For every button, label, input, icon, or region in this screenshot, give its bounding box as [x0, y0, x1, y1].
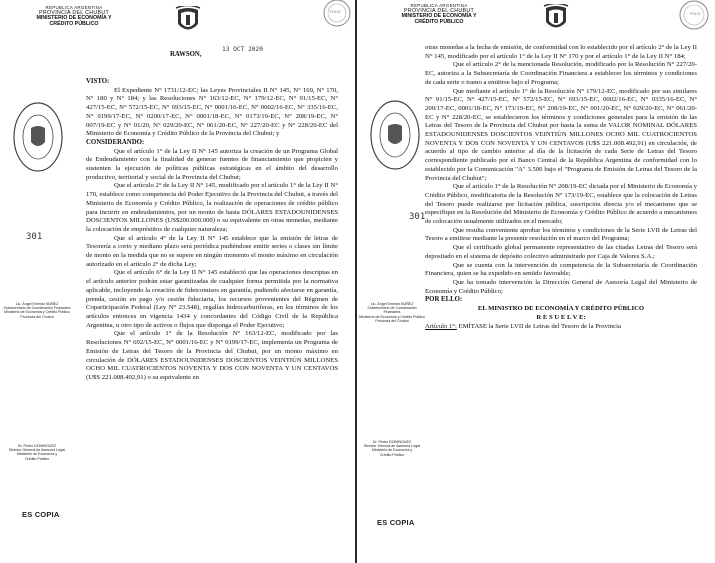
paragraph: Que el artículo 1° de la Ley II N° 145 autoriza la creación de un Programa Global de Endeudamiento con la finalidad de generar fuentes de financiamiento que propicien y sustenten la ejecución de políticas públicas estratégicas en el ámbito del desarrollo productivo, territorial y social de la Provincia del Chubut; — [86, 147, 338, 181]
considerando-heading: CONSIDERANDO: — [86, 138, 145, 146]
paragraph: Que el artículo 6° de la Ley II N° 145 estableció que las operaciones descriptas en el artículo anterior podrán estar garantizadas de cualquier forma permitida por la normativa aplicable, incluyendo la creación de fideicomisos en garantía, pudiendo afectarse en garantía, prenda, cesión en pago y/o cesión fiduciaria, los recursos provenientes del Régimen de Coparticipación Federal (Ley N° 23.548), regalías hidrocarburíferas, en los términos de los artículos entonces en vigencia 1434 y concordantes del Código Civil de la República Argentina, u otro tipo de activos o flujos que disponga el Poder Ejecutivo; — [86, 269, 338, 329]
signature-org: Ministerio de Economía y — [371, 448, 413, 453]
place-label: RAWSON, — [170, 51, 202, 58]
articulo-label: Artículo 1°: — [425, 322, 457, 330]
paragraph: Que ha tomado intervención la Dirección General de Asesoría Legal del Ministerio de Economía y Crédito Público; — [425, 278, 697, 295]
folio-stamp-icon — [670, 0, 714, 34]
signature-name: Lic. Ángel Ernesto NUÑEZ — [370, 302, 414, 306]
signature-block-top — [2, 302, 72, 319]
signature-block-bottom — [2, 444, 72, 461]
document-page-left — [0, 0, 355, 563]
letterhead-line-2: PROVINCIA DEL CHUBUT — [39, 9, 109, 16]
letterhead-line-1: REPUBLICA ARGENTINA — [410, 3, 468, 8]
paragraph: Que mediante el artículo 1° de la Resolución N° 179/12-EC, modificado por sus similares N° 91/15-EC, N° 427/15-EC, N° 572/15-EC, N° 693/15-EC, 0002/16-EC, N° 0335/16-EC, N° 200/17-EC, 0001/18-EC, N° 173/19-EC, N° 208/19-EC, N° 001/20-EC, N° 029/20-EC, N° 061/20-EC y N° 228/20-EC, se establecieron los términos y condiciones generales para la emisión de las Letras del Tesoro de la Provincia del Chubut por hasta la suma de VALOR NOMINAL DÓLARES ESTADOUNIDENSES DOSCIENTOS VEINTIÚN MILLONES OCHO MIL CUATROCIENTOS NOVENTA Y DOS CON NOVENTA Y UN CENTAVOS (U$S 221.008.492,91) en circulación, de acuerdo al tipo de cambio anterior al día de la licitación de cada Serie de Letras del Tesoro correspondiente publicado por el Banco Central de la República Argentina de conformidad con lo establecido por la Comunicación "A" 3.500 bajo el "Programa de Emisión de Letras del Tesoro de la Provincia del Chubut"; — [425, 87, 697, 182]
signature-block-top — [359, 302, 425, 323]
signature-org: Ministerio de Economía y Crédito Público — [4, 310, 70, 315]
signature-title: Subsecretario de Coordinación Financiera — [3, 306, 71, 311]
signature-title: Subsecretario de Coordinación Financiera — [367, 306, 417, 315]
letterhead — [0, 6, 148, 27]
visto-text: El Expediente N° 1731/12-EC; las Leyes Provinciales II N° 145, N° 169, N° 170, N° 180 y N° 184; y las Resoluciones N° 163/12-EC, N° 179/12-EC, N° 91/15-EC, N° 427/15-EC, N° 572/15-EC, N° 693/15-EC, N° 0001/16-EC, N° 0002/16-EC, N° 335/16-EC, N° 0199/17-EC, N° 0200/17-EC, N° 0001/18-EC, N° 0173/19-EC, N° 208/19-EC, N° 007/19-EC y N° 01/20, N° 029/20-EC, N° 061/20-EC, N° 227/20-EC y N° 228/20-EC del Ministerio de Economía y Crédito Público de la Provincia del Chubut; y — [86, 86, 338, 138]
letterhead — [369, 4, 509, 25]
provincial-crest-icon — [174, 6, 202, 36]
left-body — [86, 78, 338, 383]
signature-block-bottom — [359, 440, 425, 457]
paragraph: Que el certificado global permanente representativo de las citadas Letras del Tesoro será depositado en el sistema de depósito colectivo administrado por Caja de Valores S.A.; — [425, 244, 697, 260]
visto-heading: VISTO: — [86, 78, 110, 85]
paragraph: Que el artículo 4° de la Ley II N° 145 establece que la emisión de letras de Tesorería a corto y mediano plazo será periódica pudiéndose emitir series o clases sin límite de monto en la medida que no se supere en ningún momento el monto máximo en circulación autorizado en el artículo 2° de dicha Ley; — [86, 234, 338, 268]
letterhead-line-1: REPUBLICA ARGENTINA — [45, 5, 103, 10]
signature-org: Ministerio de Economía y — [16, 452, 58, 457]
paragraph: Que se cuenta con la intervención de competencia de la Subsecretaría de Coordinación Financiera, quien se ha expedido en sentido favorable; — [425, 261, 697, 278]
signature-name: Dr. Pedro DOMINGUEZ — [17, 444, 57, 448]
paragraph: Que el artículo 2° de la mencionada Resolución, modificado por la Resolución N° 227/20-EC, autoriza a la Subsecretaría de Coordinación Financiera a establecer los términos y condiciones de cada serie o tramo a emitirse bajo el Programa; — [425, 61, 697, 86]
signature-province: Provincia del Chubut — [375, 318, 409, 323]
es-copia-stamp: ES COPIA — [377, 518, 415, 527]
signature-org: Ministerio de Economía y Crédito Público — [359, 314, 425, 319]
articulo-1 — [425, 323, 697, 332]
paragraph: Que resulta conveniente aprobar los términos y condiciones de la Serie LVII de Letras del Tesoro a emitirse mediante la presente resolución en el marco del Programa; — [425, 226, 697, 243]
minister-heading: EL MINISTRO DE ECONOMÍA Y CRÉDITO PÚBLICO — [477, 305, 645, 313]
signature-title: Director General de Asesoría Legal — [363, 444, 421, 449]
letterhead-line-3: MINISTERIO DE ECONOMÍA Y — [36, 15, 112, 22]
right-body — [425, 44, 697, 331]
signature-name: Dr. Pedro DOMINGUEZ — [372, 440, 412, 444]
ministry-seal-icon — [12, 100, 64, 174]
articulo-text: EMÍTASE la Serie LVII de Letras del Tesoro de la Provincia — [456, 322, 621, 330]
signature-name: Lic. Ángel Ernesto NUÑEZ — [15, 302, 59, 306]
signature-org-2: Crédito Público — [379, 452, 405, 457]
provincial-crest-icon — [542, 4, 570, 34]
date-stamp: 13 OCT 2020 — [222, 46, 263, 53]
paragraph: Que el artículo 1° de la Resolución N° 208/19-EC dictada por el Ministerio de Economía y Crédito Público, modificatoria de la Resolución N° 173/19-EC, establece que la colocación de Letras del Tesoro puede realizarse por licitación pública, suscripción directa y/o el mecanismo que se especifique en la Resolución del Ministerio de Economía y Crédito Público de acuerdo a mecanismos de colocación usualmente utilizados en el mercado; — [425, 183, 697, 226]
letterhead-line-3: MINISTERIO DE ECONOMÍA Y — [401, 13, 477, 20]
document-page-right — [357, 0, 715, 563]
folio-stamp-icon — [315, 0, 355, 30]
folio-label: FOLIO — [690, 12, 701, 16]
letterhead-line-2: PROVINCIA DEL CHUBUT — [404, 7, 474, 14]
letterhead-line-4: CRÉDITO PÚBLICO — [49, 20, 99, 27]
letterhead-line-4: CRÉDITO PÚBLICO — [414, 18, 464, 25]
folio-label: FOLIO — [330, 10, 341, 14]
paragraph: Que el artículo 1° de la Resolución N° 163/12-EC, modificado por las Resoluciones N° 692/15-EC, N° 0001/16-EC y N° 0199/17-EC, implementa un Programa de Emisión de Letras del Tesoro de la Provincia del Chubut, por un monto máximo en circulación de DÓLARES ESTADOUNIDENSES DOSCIENTOS VEINTIÚN MILLONES OCHO MIL CUATROCIENTOS NOVENTA Y DOS CON NOVENTA Y UN CENTAVOS (U$S 221.008.492,91) o su equivalente en — [86, 330, 338, 381]
signature-org-2: Crédito Público — [24, 456, 50, 461]
handwritten-number: 301 — [409, 212, 426, 222]
handwritten-number: 301 — [26, 232, 43, 242]
es-copia-stamp: ES COPIA — [22, 510, 60, 519]
resuelve-heading: R E S U E L V E: — [536, 313, 586, 321]
signature-title: Director General de Asesoría Legal — [8, 448, 66, 453]
por-ello-heading: POR ELLO: — [425, 296, 463, 304]
signature-province: Provincia del Chubut — [20, 314, 54, 319]
paragraph: Que el artículo 2° de la Ley II N° 145, modificado por el artículo 1° de la Ley II N° 170, establece como competencia del Poder Ejecutivo de la Provincia del Chubut, a través del Ministerio de Economía y Crédito Público, la realización de operaciones de crédito público para incurrir en endeudamientos, por un monto de hasta DÓLARES ESTADOUNIDENSES DOSCIENTOS MILLONES (US$200.000.000) o su equivalente en otras monedas, mediante la colocación de empréstitos de cualquier naturaleza; — [86, 182, 338, 233]
ministry-seal-icon — [369, 98, 421, 172]
paragraph: otras monedas a la fecha de emisión, de conformidad con lo establecido por el artículo 2° de la Ley II N° 145, modificado por el artículo 1° de la Ley II N° 170 y por el artículo 1° de la Ley II N° 184; — [425, 44, 697, 60]
